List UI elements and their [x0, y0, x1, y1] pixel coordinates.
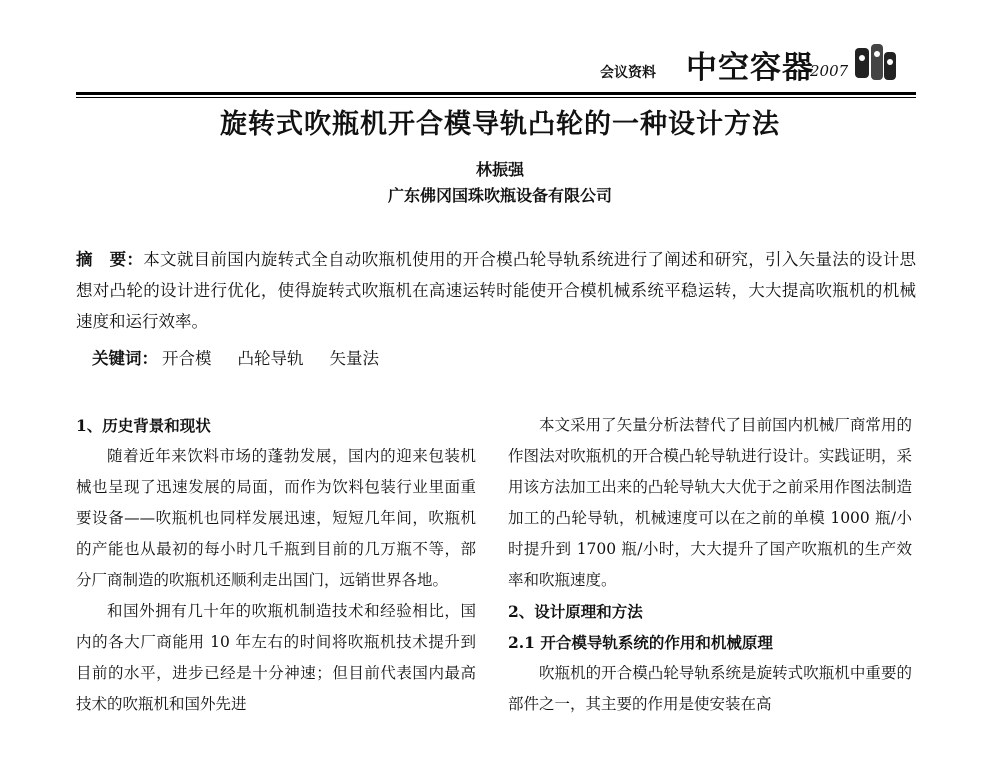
header-year: 2007	[810, 62, 849, 80]
journal-header	[590, 40, 920, 90]
header-rule-thick	[76, 92, 916, 95]
keyword: 凸轮导轨	[237, 349, 304, 368]
paragraph: 和国外拥有几十年的吹瓶机制造技术和经验相比，国内的各大厂商能用 10 年左右的时间将吹瓶机技术提升到目前的水平，进步已经是十分神速；但目前代表国内最高技术的吹瓶机和国外先进	[76, 602, 476, 713]
keyword: 矢量法	[329, 349, 379, 368]
journal-logo-icon	[852, 42, 898, 84]
keywords-label: 关键词：	[92, 349, 158, 368]
paragraph: 随着近年来饮料市场的蓬勃发展，国内的迎来包装机械也呈现了迅速发展的局面，而作为饮料包装行业里面重要设备——吹瓶机也同样发展迅速，短短几年间，吹瓶机的产能也从最初的每小时几千瓶到目前的几万瓶不等，部分厂商制造的吹瓶机还顺利走出国门，远销世界各地。	[76, 447, 476, 589]
abstract	[76, 244, 916, 337]
keywords	[92, 345, 401, 369]
paragraph: 吹瓶机的开合模凸轮导轨系统是旋转式吹瓶机中重要的部件之一，其主要的作用是使安装在高	[508, 664, 912, 713]
right-column	[508, 410, 912, 720]
header-label: 会议资料	[600, 65, 656, 81]
abstract-label: 摘 要：	[76, 250, 144, 269]
author: 林振强	[475, 160, 524, 179]
paragraph: 本文采用了矢量分析法替代了目前国内机械厂商常用的作图法对吹瓶机的开合模凸轮导轨进行设计。实践证明，采用该方法加工出来的凸轮导轨大大优于之前采用作图法制造加工的凸轮导轨，机械速度可以在之前的单模 1000 瓶/小时提升到 1700 瓶/小时，大大提升了国产吹瓶机的生产效率和吹瓶速度。	[508, 416, 912, 589]
paper-title: 旋转式吹瓶机开合模导轨凸轮的一种设计方法	[220, 109, 780, 140]
keyword: 开合模	[162, 349, 212, 368]
left-column	[76, 410, 476, 720]
affiliation: 广东佛冈国珠吹瓶设备有限公司	[387, 186, 612, 205]
section-heading-1: 1、历史背景和现状	[76, 416, 211, 435]
section-heading-2: 2、设计原理和方法	[508, 602, 643, 621]
journal-name: 中空容器	[686, 50, 814, 86]
subsection-heading-2-1: 2.1 开合模导轨系统的作用和机械原理	[508, 633, 773, 652]
abstract-text: 本文就目前国内旋转式全自动吹瓶机使用的开合模凸轮导轨系统进行了阐述和研究，引入矢量法的设计思想对凸轮的设计进行优化，使得旋转式吹瓶机在高速运转时能使开合模机械系统平稳运转，大大提高吹瓶机的机械速度和运行效率。	[76, 250, 917, 331]
header-rule-thin	[76, 97, 916, 98]
